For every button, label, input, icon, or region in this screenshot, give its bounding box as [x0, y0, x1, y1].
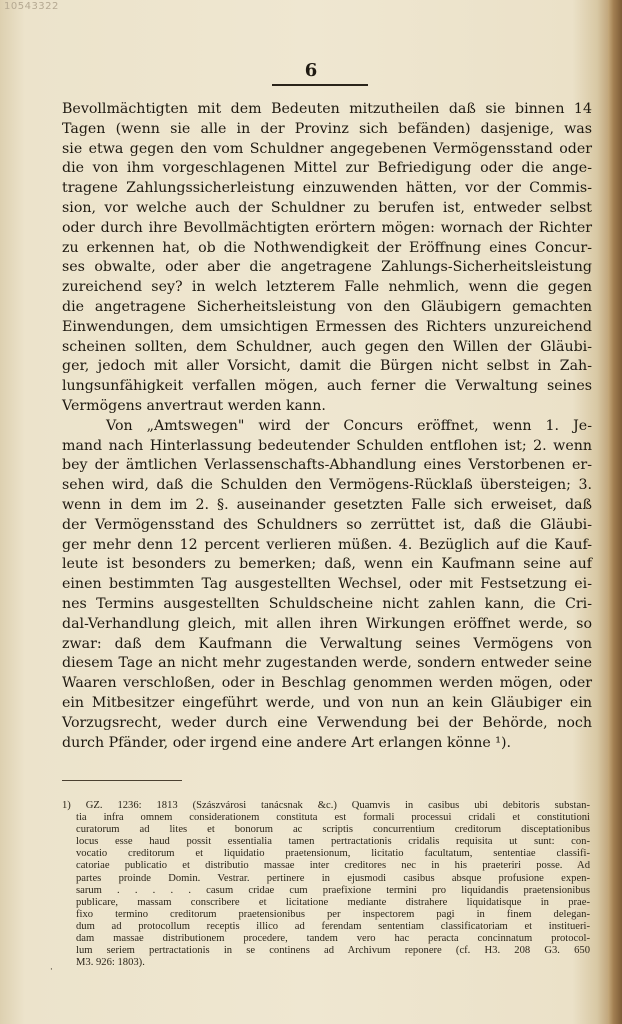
body-line: einen bestimmten Tag ausgestellten Wechsel, oder mit Festsetzung ei- [62, 576, 592, 593]
footnote-line: M3. 926: 1803). [76, 957, 145, 969]
body-line: sie etwa gegen den vom Schuldner angegebenen Vermögensstand oder [62, 140, 592, 157]
body-line: ses obwalte, oder aber die angetragene Zahlungs-Sicherheitsleistung [62, 259, 592, 276]
footnote-line: tia infra omnem considerationem constituta est formali processui cridali et constitutioni [76, 812, 590, 824]
body-line: oder durch ihre Bevollmächtigten erörtern mögen: wornach der Richter [62, 219, 592, 236]
footnote-line: dum ad protocollum receptis illico ad ferendam sententiam classificatoriam et institueri- [76, 920, 590, 932]
footnote-line: 1) GZ. 1236: 1813 (Szászvárosi tanácsnak &c.) Quamvis in casibus ubi debitoris substan- [62, 800, 590, 811]
header-rule [272, 84, 368, 86]
footnote-line: sarum . . . . . casum cridae cum praefixione termini pro liquidandis praetensionibus [76, 884, 590, 896]
body-line: zu erkennen hat, ob die Nothwendigkeit der Eröffnung eines Concur- [62, 239, 592, 256]
footnote-line: dam massae distributionem procedere, tandem vero hac peracta concinnatum protocol- [76, 933, 590, 945]
body-line: zwar: daß dem Kaufmann die Verwaltung seines Vermögens von [62, 635, 592, 652]
body-line: tragene Zahlungssicherleistung einzuwenden hätten, vor der Commis- [62, 180, 592, 197]
body-line: Von „Amtswegen" wird der Concurs eröffnet, wenn 1. Je- [106, 417, 592, 434]
footnote-line: publicare, massam conscribere et licitatione mediante distrahere liquidatisque in prae- [76, 896, 590, 908]
body-line: wenn in dem im 2. §. auseinander gesetzten Falle sich erweiset, daß [62, 496, 592, 513]
footnote-line: partes proinde Domin. Vestrar. pertinere in ejusmodi casibus absque profusione expen- [76, 872, 590, 884]
library-stamp: 10543322 [4, 1, 59, 12]
body-line: Waaren verschloßen, oder in Beschlag genommen werden mögen, oder [62, 675, 592, 692]
body-line: mand nach Hinterlassung bedeutender Schulden entflohen ist; 2. wenn [62, 437, 592, 454]
page-number: 6 [304, 60, 318, 81]
footnote-line: fixo termino creditorum praetensionibus per inspectorem pagi in finem delegan- [76, 908, 590, 920]
bottom-mark: · [50, 965, 53, 975]
body-line: Vorzugsrecht, weder durch eine Verwendung bei der Behörde, noch [62, 714, 592, 731]
footnote-line: curatorum ad lites et bonorum ac scriptis concurrentium creditorum disceptationibus [76, 824, 590, 836]
footnote [62, 800, 590, 969]
body-line: scheinen sollten, dem Schuldner, auch gegen den Willen der Gläubi- [62, 338, 592, 355]
body-text [62, 100, 592, 753]
body-line: ein Mitbesitzer eingeführt werde, und von nun an kein Gläubiger ein [62, 694, 592, 711]
footnote-line: locus esse haud possit essentialia tamen pertractationis cridalis requisita ut sunt: con- [76, 836, 590, 848]
body-line: Tagen (wenn sie alle in der Provinz sich befänden) dasjenige, was [62, 120, 592, 137]
body-line: die angetragene Sicherheitsleistung von den Gläubigern gemachten [62, 298, 592, 315]
body-line: durch Pfänder, oder irgend eine andere Art erlangen könne ¹). [62, 734, 512, 751]
body-line: Vermögens anvertraut werden kann. [62, 397, 326, 414]
footnote-line: lum seriem pertractationis in se continens ad Archivum reponere (cf. H3. 208 G3. 650 [76, 945, 590, 957]
body-line: bey der ämtlichen Verlassenschafts-Abhandlung eines Verstorbenen er- [62, 457, 592, 474]
body-line: leute ist besonders zu bemerken; daß, wenn ein Kaufmann seine auf [62, 556, 592, 573]
body-line: sehen wird, daß die Schulden den Vermögens-Rücklaß übersteigen; 3. [62, 477, 592, 494]
footnote-line: vocatio creditorum et liquidatio praetensionum, licitatio facultatum, sententiae classifi- [76, 848, 590, 860]
book-spine-edge [608, 0, 622, 1024]
body-line: lungsunfähigkeit verfallen mögen, auch ferner die Verwaltung seines [62, 378, 592, 395]
body-line: sion, vor welche auch der Schuldner zu berufen ist, entweder selbst [62, 199, 592, 216]
footnote-line: catoriae publicatio et distributio massae inter creditores nec in his praeteriri posse. Ad [76, 860, 590, 872]
body-line: diesem Tage an nicht mehr zugestanden werde, sondern entweder seine [62, 655, 592, 672]
body-line: Einwendungen, dem umsichtigen Ermessen des Richters unzureichend [62, 318, 592, 335]
footnote-rule [62, 780, 182, 781]
body-line: ger, jedoch mit aller Vorsicht, damit die Bürgen nicht selbst in Zah- [62, 358, 592, 375]
body-line: Bevollmächtigten mit dem Bedeuten mitzutheilen daß sie binnen 14 [62, 101, 592, 117]
body-line: ger mehr denn 12 percent verlieren müßen. 4. Bezüglich auf die Kauf- [62, 536, 592, 553]
body-line: die von ihm vorgeschlagenen Mittel zur Befriedigung oder die ange- [62, 160, 592, 177]
body-line: nes Termins ausgestellten Schuldscheine nicht zahlen kann, die Cri- [62, 595, 592, 612]
body-line: dal-Verhandlung gleich, mit allen ihren Wirkungen eröffnet werde, so [62, 615, 592, 632]
body-line: zureichend sey? in welch letzterem Falle nehmlich, wenn die gegen [62, 279, 592, 296]
body-line: der Vermögensstand des Schuldners so zerrüttet ist, daß die Gläubi- [62, 516, 592, 533]
